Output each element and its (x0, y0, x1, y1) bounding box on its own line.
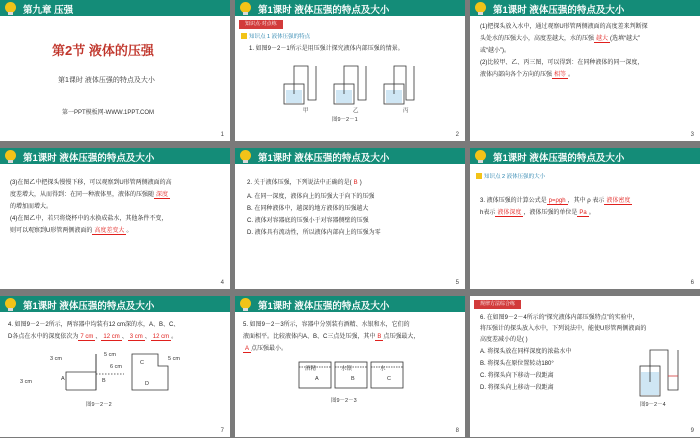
text-fragment: 。 (126, 228, 133, 234)
answer-blank: Pa (579, 210, 587, 216)
answer-blank: p=ρgh (548, 198, 566, 204)
option-d: D. 将探头向上移动一段距离 (480, 385, 554, 391)
slide-number: 7 (220, 428, 224, 434)
text-fragment: 、 (95, 334, 102, 340)
figure-caption: 图9－2－1 (332, 117, 358, 123)
dimension-label: 6 cm (110, 364, 122, 370)
question-line (8, 332, 177, 342)
slide-header (235, 0, 465, 16)
liquid-label-mercury: 水银 (341, 366, 353, 372)
question-line (10, 190, 170, 200)
option-b: B. 在同种液体中，越深的地方液体的压强越大 (247, 206, 369, 212)
slide-header (235, 148, 465, 164)
figure-caption: 图9－2－4 (640, 402, 666, 408)
dimension-label: 3 cm (20, 379, 32, 385)
text-fragment: 则可以观察到U形管两侧液面的 (10, 228, 93, 234)
text-fragment: 。 (171, 334, 178, 340)
site-watermark: 第一PPT模板网-WWW.1PPT.COM (62, 110, 154, 116)
question-line (10, 226, 132, 236)
text-fragment: 液体内部向各个方向的压强 (480, 72, 553, 78)
slide-header (470, 148, 700, 164)
knowledge-point-label: 知识点 2 液体压强的大小 (484, 174, 546, 180)
question-line (247, 178, 362, 188)
lesson-subtitle: 第1课时 液体压强的特点及大小 (58, 77, 155, 84)
text-fragment: 、 (121, 334, 128, 340)
text-fragment: 。 (568, 72, 575, 78)
slide-number: 3 (690, 132, 694, 138)
dimension-label: 3 cm (50, 356, 62, 362)
lightbulb-icon (240, 298, 251, 309)
lightbulb-icon (5, 2, 16, 13)
slide-header (0, 148, 230, 164)
option-d: D. 液体具有流动性，所以液体内部向上的压强为零 (247, 230, 381, 236)
slide-thumbnail-8[interactable] (235, 296, 465, 437)
answer-blank: A (245, 346, 250, 352)
lightbulb-icon (240, 150, 251, 161)
slide-thumbnail-5[interactable] (235, 148, 465, 289)
answer-blank: 液体密度 (606, 198, 631, 204)
option-b: B. 将探头在原位置转动180° (480, 361, 554, 367)
slide-header (0, 296, 230, 312)
question-line (243, 344, 287, 354)
question-line (480, 208, 595, 218)
figure-label-yi: 乙 (353, 108, 359, 114)
knowledge-point-label: 知识点 1 液体压强的特点 (249, 34, 311, 40)
question-line (480, 70, 574, 80)
question-line: (3)在图乙中把探头慢慢下移，可以观察到U形管两侧液面的高 (10, 180, 172, 186)
text-fragment: (选填“越大” (610, 36, 641, 42)
option-c: C. 液体对容器底的压强小于对容器侧壁的压强 (247, 218, 369, 224)
slide-header-title: 第1课时 液体压强的特点及大小 (258, 153, 390, 164)
question-line: (1)把探头放入水中，通过观察U形管两侧液面的高度差来判断探 (480, 24, 648, 30)
answer-blank: 深度 (156, 192, 169, 198)
text-fragment: 头处水的压强大小，高度差越大，水的压强 (480, 36, 595, 42)
point-c-label: C (387, 376, 391, 382)
slide-number: 5 (455, 280, 459, 286)
question-line: 6. 在如图9－2－4所示的“探究液体内部压强特点”的实验中， (480, 315, 639, 321)
point-a-label: A (315, 376, 319, 382)
answer-blank: 相等 (554, 72, 567, 78)
section-tag: 规律方法综合练 (474, 300, 521, 309)
lightbulb-icon (5, 150, 16, 161)
question-line: (4)在图乙中，若只将烧杯中的水换成盐水，其他条件不变， (10, 216, 168, 222)
lightbulb-icon (240, 2, 251, 13)
question-line (480, 34, 640, 44)
point-d-label: D (145, 381, 149, 387)
figure-label-bing: 丙 (403, 108, 409, 114)
slide-thumbnail-7[interactable] (0, 296, 230, 437)
lesson-title: 第2节 液体的压强 (52, 43, 154, 58)
slide-thumbnail-4[interactable] (0, 148, 230, 289)
answer-blank: B (377, 334, 382, 340)
figure-caption: 图9－2－2 (86, 402, 112, 408)
slide-number: 6 (690, 280, 694, 286)
slide-header-title: 第1课时 液体压强的特点及大小 (493, 5, 625, 16)
option-a: A. 在同一深度，液体向上的压强大于向下的压强 (247, 194, 375, 200)
slide-number: 9 (690, 428, 694, 434)
figure-label-jia: 甲 (303, 108, 309, 114)
text-fragment: 2. 关于液体压强，下列说法中正确的是( (247, 180, 352, 186)
text-fragment: 度差增大，从而得到：在同一种液体里，液体的压强随 (10, 192, 155, 198)
slide-thumbnail-6[interactable] (470, 148, 700, 289)
question-line: 的增加而增大。 (10, 204, 53, 210)
question-line: 4. 如图9－2－2所示，两容器中均装有12 cm深的水，A、B、C、 (8, 322, 180, 328)
text-fragment: ，液体压强的单位是 (523, 210, 578, 216)
figure-caption: 图9－2－3 (331, 398, 357, 404)
dimension-label: 5 cm (104, 352, 116, 358)
slide-header (235, 296, 465, 312)
text-fragment: h表示 (480, 210, 496, 216)
slide-number: 1 (220, 132, 224, 138)
slide-thumbnail-9[interactable] (470, 296, 700, 437)
section-tag: 知识点·对点练 (239, 20, 283, 29)
point-a-label: A (61, 376, 65, 382)
text-fragment: ) (359, 180, 362, 186)
liquid-label-alcohol: 酒精 (305, 366, 317, 372)
text-fragment: 液面相平。比较液体内A、B、C三点处压强，其中 (243, 334, 376, 340)
lightbulb-icon (5, 298, 16, 309)
question-text: 1. 如图9－2－1所示是用压强计探究液体内部压强的情景。 (249, 46, 404, 52)
text-fragment: D各点在水中的深度依次为 (8, 334, 79, 340)
point-c-label: C (140, 360, 144, 366)
slide-header (0, 0, 230, 16)
slide-thumbnail-3[interactable] (470, 0, 700, 141)
slide-header-title: 第1课时 液体压强的特点及大小 (493, 153, 625, 164)
dimension-label: 5 cm (168, 356, 180, 362)
slide-number: 2 (455, 132, 459, 138)
option-a: A. 将探头放在同样深度的浓盐水中 (480, 349, 572, 355)
question-line: 高度差减小的是( ) (480, 337, 528, 343)
u-tube-figure (638, 346, 690, 398)
answer-blank: B (353, 180, 358, 186)
slide-header-title: 第1课时 液体压强的特点及大小 (23, 153, 155, 164)
liquid-label-water: 水 (380, 366, 386, 372)
question-line (480, 196, 632, 206)
slide-thumbnail-2[interactable] (235, 0, 465, 141)
text-fragment: 点压强最小。 (251, 346, 288, 352)
slide-header-title: 第1课时 液体压强的特点及大小 (258, 5, 390, 16)
lightbulb-icon (475, 2, 486, 13)
question-line: 5. 如图9－2－3所示，容器中分别装有酒精、水银和水，它们的 (243, 322, 410, 328)
text-fragment: 、 (144, 334, 151, 340)
answer-blank: 12 cm (152, 334, 170, 340)
slide-header (470, 0, 700, 16)
answer-blank: 越大 (596, 36, 609, 42)
lightbulb-icon (475, 150, 486, 161)
point-b-label: B (102, 378, 106, 384)
text-fragment: 点压强最大， (383, 334, 420, 340)
question-line: (2)比较甲、乙、丙三图，可以得到：在同种液体的同一深度， (480, 60, 644, 66)
knowledge-point (241, 32, 310, 40)
question-line (243, 332, 419, 342)
answer-blank: 液体深度 (497, 210, 522, 216)
knowledge-point (476, 172, 545, 180)
point-b-label: B (351, 376, 355, 382)
option-c: C. 将探头向下移动一段距离 (480, 373, 554, 379)
text-fragment: 。 (588, 210, 595, 216)
answer-blank: 高度差变大 (94, 228, 125, 234)
text-fragment: 3. 液体压强的计算公式是 (480, 198, 547, 204)
question-line: 或“越小”)。 (480, 48, 510, 54)
text-fragment: ，其中 ρ 表示 (567, 198, 605, 204)
slide-header-title: 第1课时 液体压强的特点及大小 (23, 301, 155, 312)
slide-header-title: 第九章 压强 (23, 5, 74, 16)
bookmark-icon (241, 33, 247, 39)
answer-blank: 7 cm (80, 334, 94, 340)
pressure-gauge-figure (280, 60, 420, 106)
question-line: 将压强计的探头放入水中，下列说法中，能使U形管两侧液面的 (480, 326, 647, 332)
slide-number: 8 (455, 428, 459, 434)
bookmark-icon (476, 173, 482, 179)
slide-thumbnail-1[interactable] (0, 0, 230, 141)
slide-header-title: 第1课时 液体压强的特点及大小 (258, 301, 390, 312)
answer-blank: 12 cm (103, 334, 120, 340)
answer-blank: 3 cm (129, 334, 143, 340)
slide-number: 4 (220, 280, 224, 286)
